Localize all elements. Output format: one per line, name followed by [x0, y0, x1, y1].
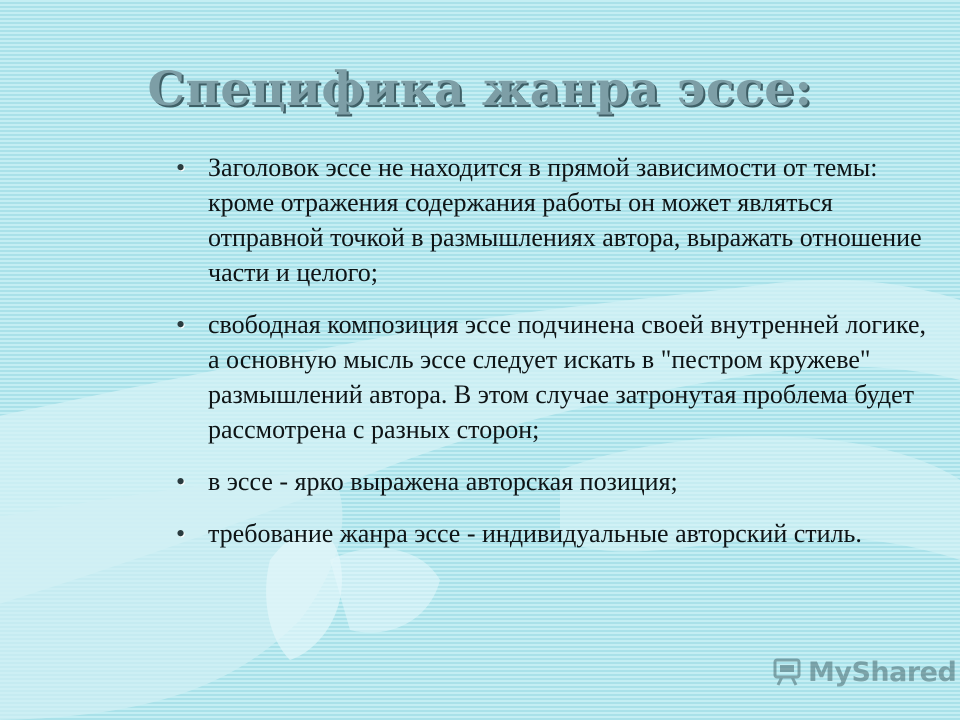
bullet-text: требование жанра эссе - индивидуальные авторский стиль.: [208, 519, 862, 548]
list-item: [172, 150, 932, 290]
bullet-icon: •: [176, 310, 186, 339]
list-item: [172, 307, 932, 447]
bullet-list: [172, 150, 932, 568]
bullet-icon: •: [176, 467, 186, 496]
logo-text: MyShared: [808, 656, 957, 688]
bullet-icon: •: [176, 153, 186, 182]
list-item: [172, 516, 932, 551]
bullet-text: в эссе - ярко выражена авторская позиция;: [208, 467, 678, 496]
bullet-text: Заголовок эссе не находится в прямой зависимости от темы: кроме отражения содержания работы он может являться отправной точкой в размышлениях автора, выражать отношение части и целого;: [208, 153, 922, 287]
bullet-icon: •: [176, 519, 186, 548]
myshared-logo[interactable]: [772, 655, 956, 689]
bullet-text: свободная композиция эссе подчинена своей внутренней логике, а основную мысль эссе следует искать в "пестром кружеве" размышлений автора. В этом случае затронутая проблема будет рассмотрена с разных сторон;: [208, 310, 926, 444]
presentation-board-icon: [772, 657, 802, 687]
slide-title: Специфика жанра эссе:: [147, 62, 813, 117]
list-item: [172, 464, 932, 499]
